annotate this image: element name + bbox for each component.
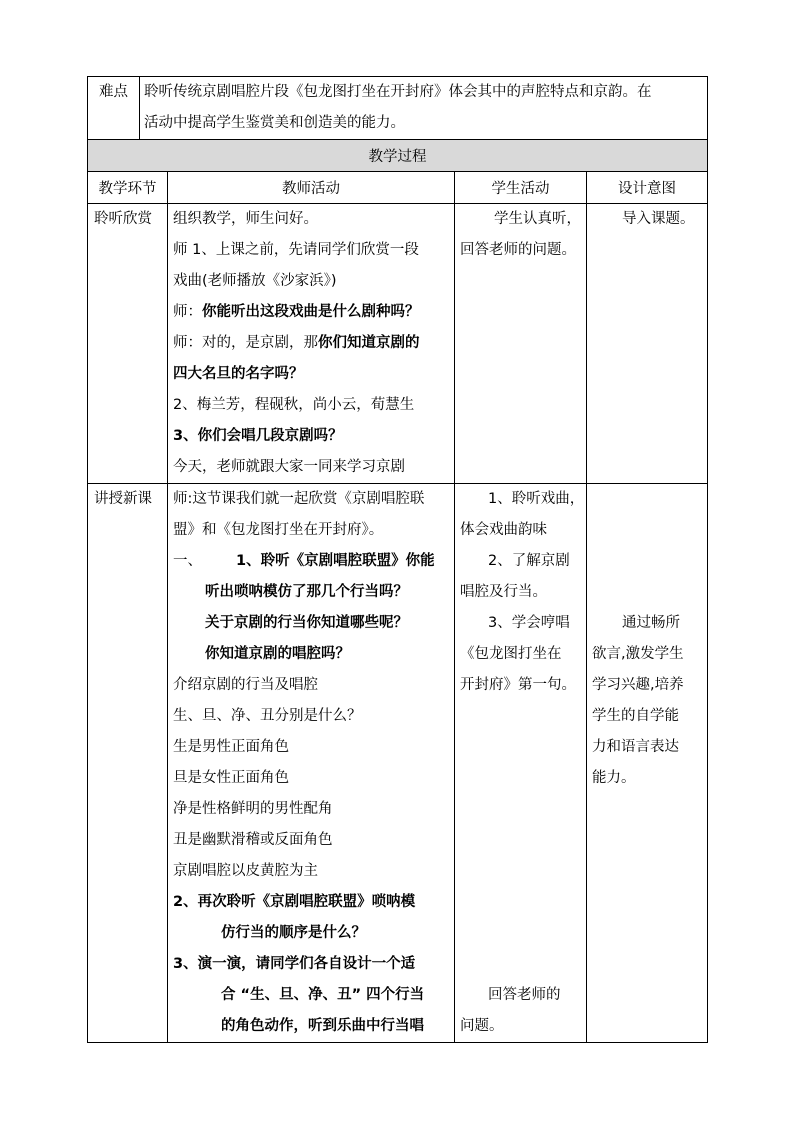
teacher-line: 3、你们会唱几段京剧吗？ xyxy=(173,428,343,444)
teacher-line: 关于京剧的行当你知道哪些呢？ xyxy=(205,615,408,631)
intent-line: 学习兴趣,培养 xyxy=(592,677,684,693)
teacher-line: 2、梅兰芳，程砚秋，尚小云，荀慧生 xyxy=(173,397,415,413)
row-new-lesson xyxy=(88,484,708,1043)
difficulty-content xyxy=(140,77,708,140)
intent-2 xyxy=(587,484,708,1043)
student-activity-2 xyxy=(455,484,587,1043)
teacher-line: 生是男性正面角色 xyxy=(173,739,289,755)
process-title: 教学过程 xyxy=(88,140,708,172)
teacher-activity-1 xyxy=(168,204,455,484)
student-line: 唱腔及行当。 xyxy=(460,584,547,600)
student-line: 体会戏曲韵味 xyxy=(460,522,547,538)
teacher-text: 师：对的，是京剧，那 xyxy=(173,335,318,351)
teacher-line: 的角色动作，听到乐曲中行当唱 xyxy=(221,1018,424,1034)
intent-line: 学生的自学能 xyxy=(592,708,679,724)
difficulty-label: 难点 xyxy=(88,77,140,140)
difficulty-line-1: 聆听传统京剧唱腔片段《包龙图打坐在开封府》体会其中的声腔特点和京韵。在 xyxy=(144,84,652,100)
teacher-question: 你们知道京剧的 xyxy=(318,335,420,351)
intent-line: 通过畅所 xyxy=(622,615,680,631)
teacher-line: 2、再次聆听《京剧唱腔联盟》唢呐模 xyxy=(173,894,416,910)
teacher-line: 合 “生、旦、净、丑” 四个行当 xyxy=(221,987,425,1003)
teacher-line: 仿行当的顺序是什么？ xyxy=(221,925,366,941)
section-number: 一、 xyxy=(173,553,202,569)
lesson-plan-table xyxy=(87,76,708,1043)
teacher-question: 1、聆听《京剧唱腔联盟》你能 xyxy=(236,553,435,569)
spacer xyxy=(592,484,703,608)
teacher-line: 介绍京剧的行当及唱腔 xyxy=(173,677,318,693)
intent-line: 力和语言表达 xyxy=(592,739,679,755)
teacher-line: 生、旦、净、丑分别是什么？ xyxy=(173,708,362,724)
teacher-line xyxy=(173,328,450,359)
teacher-line xyxy=(173,297,450,328)
teacher-activity-2 xyxy=(168,484,455,1043)
intent-line: 能力。 xyxy=(592,770,636,786)
teacher-line: 净是性格鲜明的男性配角 xyxy=(173,801,333,817)
teacher-line: 听出唢呐模仿了那几个行当吗？ xyxy=(205,584,408,600)
teacher-line: 组织教学，师生问好。 xyxy=(173,211,318,227)
student-line: 回答老师的 xyxy=(488,987,561,1003)
teacher-line: 四大名旦的名字吗？ xyxy=(173,366,304,382)
header-row xyxy=(88,172,708,204)
student-line: 3、学会哼唱 xyxy=(488,615,570,631)
header-stage: 教学环节 xyxy=(88,172,168,204)
student-line: 2、了解京剧 xyxy=(488,553,570,569)
teacher-question: 你能听出这段戏曲是什么剧种吗？ xyxy=(202,304,420,320)
process-title-row xyxy=(88,140,708,172)
teacher-line: 戏曲(老师播放《沙家浜》) xyxy=(173,273,337,289)
intent-line: 欲言,激发学生 xyxy=(592,646,684,662)
student-line: 回答老师的问题。 xyxy=(460,242,576,258)
header-teacher: 教师活动 xyxy=(168,172,455,204)
student-line: 问题。 xyxy=(460,1018,504,1034)
stage-new-lesson: 讲授新课 xyxy=(88,484,168,1043)
teacher-line: 丑是幽默滑稽或反面角色 xyxy=(173,832,333,848)
stage-listen: 聆听欣赏 xyxy=(88,204,168,484)
teacher-line: 师 1、上课之前，先请同学们欣赏一段 xyxy=(173,242,419,258)
student-activity-1 xyxy=(455,204,587,484)
teacher-line: 旦是女性正面角色 xyxy=(173,770,289,786)
row-listen-appreciate xyxy=(88,204,708,484)
teacher-line xyxy=(173,546,450,577)
header-intent: 设计意图 xyxy=(587,172,708,204)
difficulty-line-2: 活动中提高学生鉴赏美和创造美的能力。 xyxy=(144,115,405,131)
student-line: 学生认真听， xyxy=(494,211,581,227)
teacher-line: 盟》和《包龙图打坐在开封府》。 xyxy=(173,522,384,538)
student-line: 《包龙图打坐在 xyxy=(460,646,562,662)
teacher-line: 今天，老师就跟大家一同来学习京剧 xyxy=(173,459,405,475)
difficulty-row xyxy=(88,77,708,140)
teacher-line: 你知道京剧的唱腔吗？ xyxy=(205,646,350,662)
intent-1 xyxy=(587,204,708,484)
teacher-line: 3、演一演，请同学们各自设计一个适 xyxy=(173,956,416,972)
teacher-prefix: 师： xyxy=(173,304,202,320)
lesson-plan-page xyxy=(87,76,707,1043)
student-line: 开封府》第一句。 xyxy=(460,677,576,693)
spacer xyxy=(460,701,582,980)
teacher-line: 京剧唱腔以皮黄腔为主 xyxy=(173,863,318,879)
intent-line: 导入课题。 xyxy=(622,211,695,227)
header-student: 学生活动 xyxy=(455,172,587,204)
student-line: 1、聆听戏曲， xyxy=(488,491,585,507)
teacher-line: 师:这节课我们就一起欣赏《京剧唱腔联 xyxy=(173,491,425,507)
